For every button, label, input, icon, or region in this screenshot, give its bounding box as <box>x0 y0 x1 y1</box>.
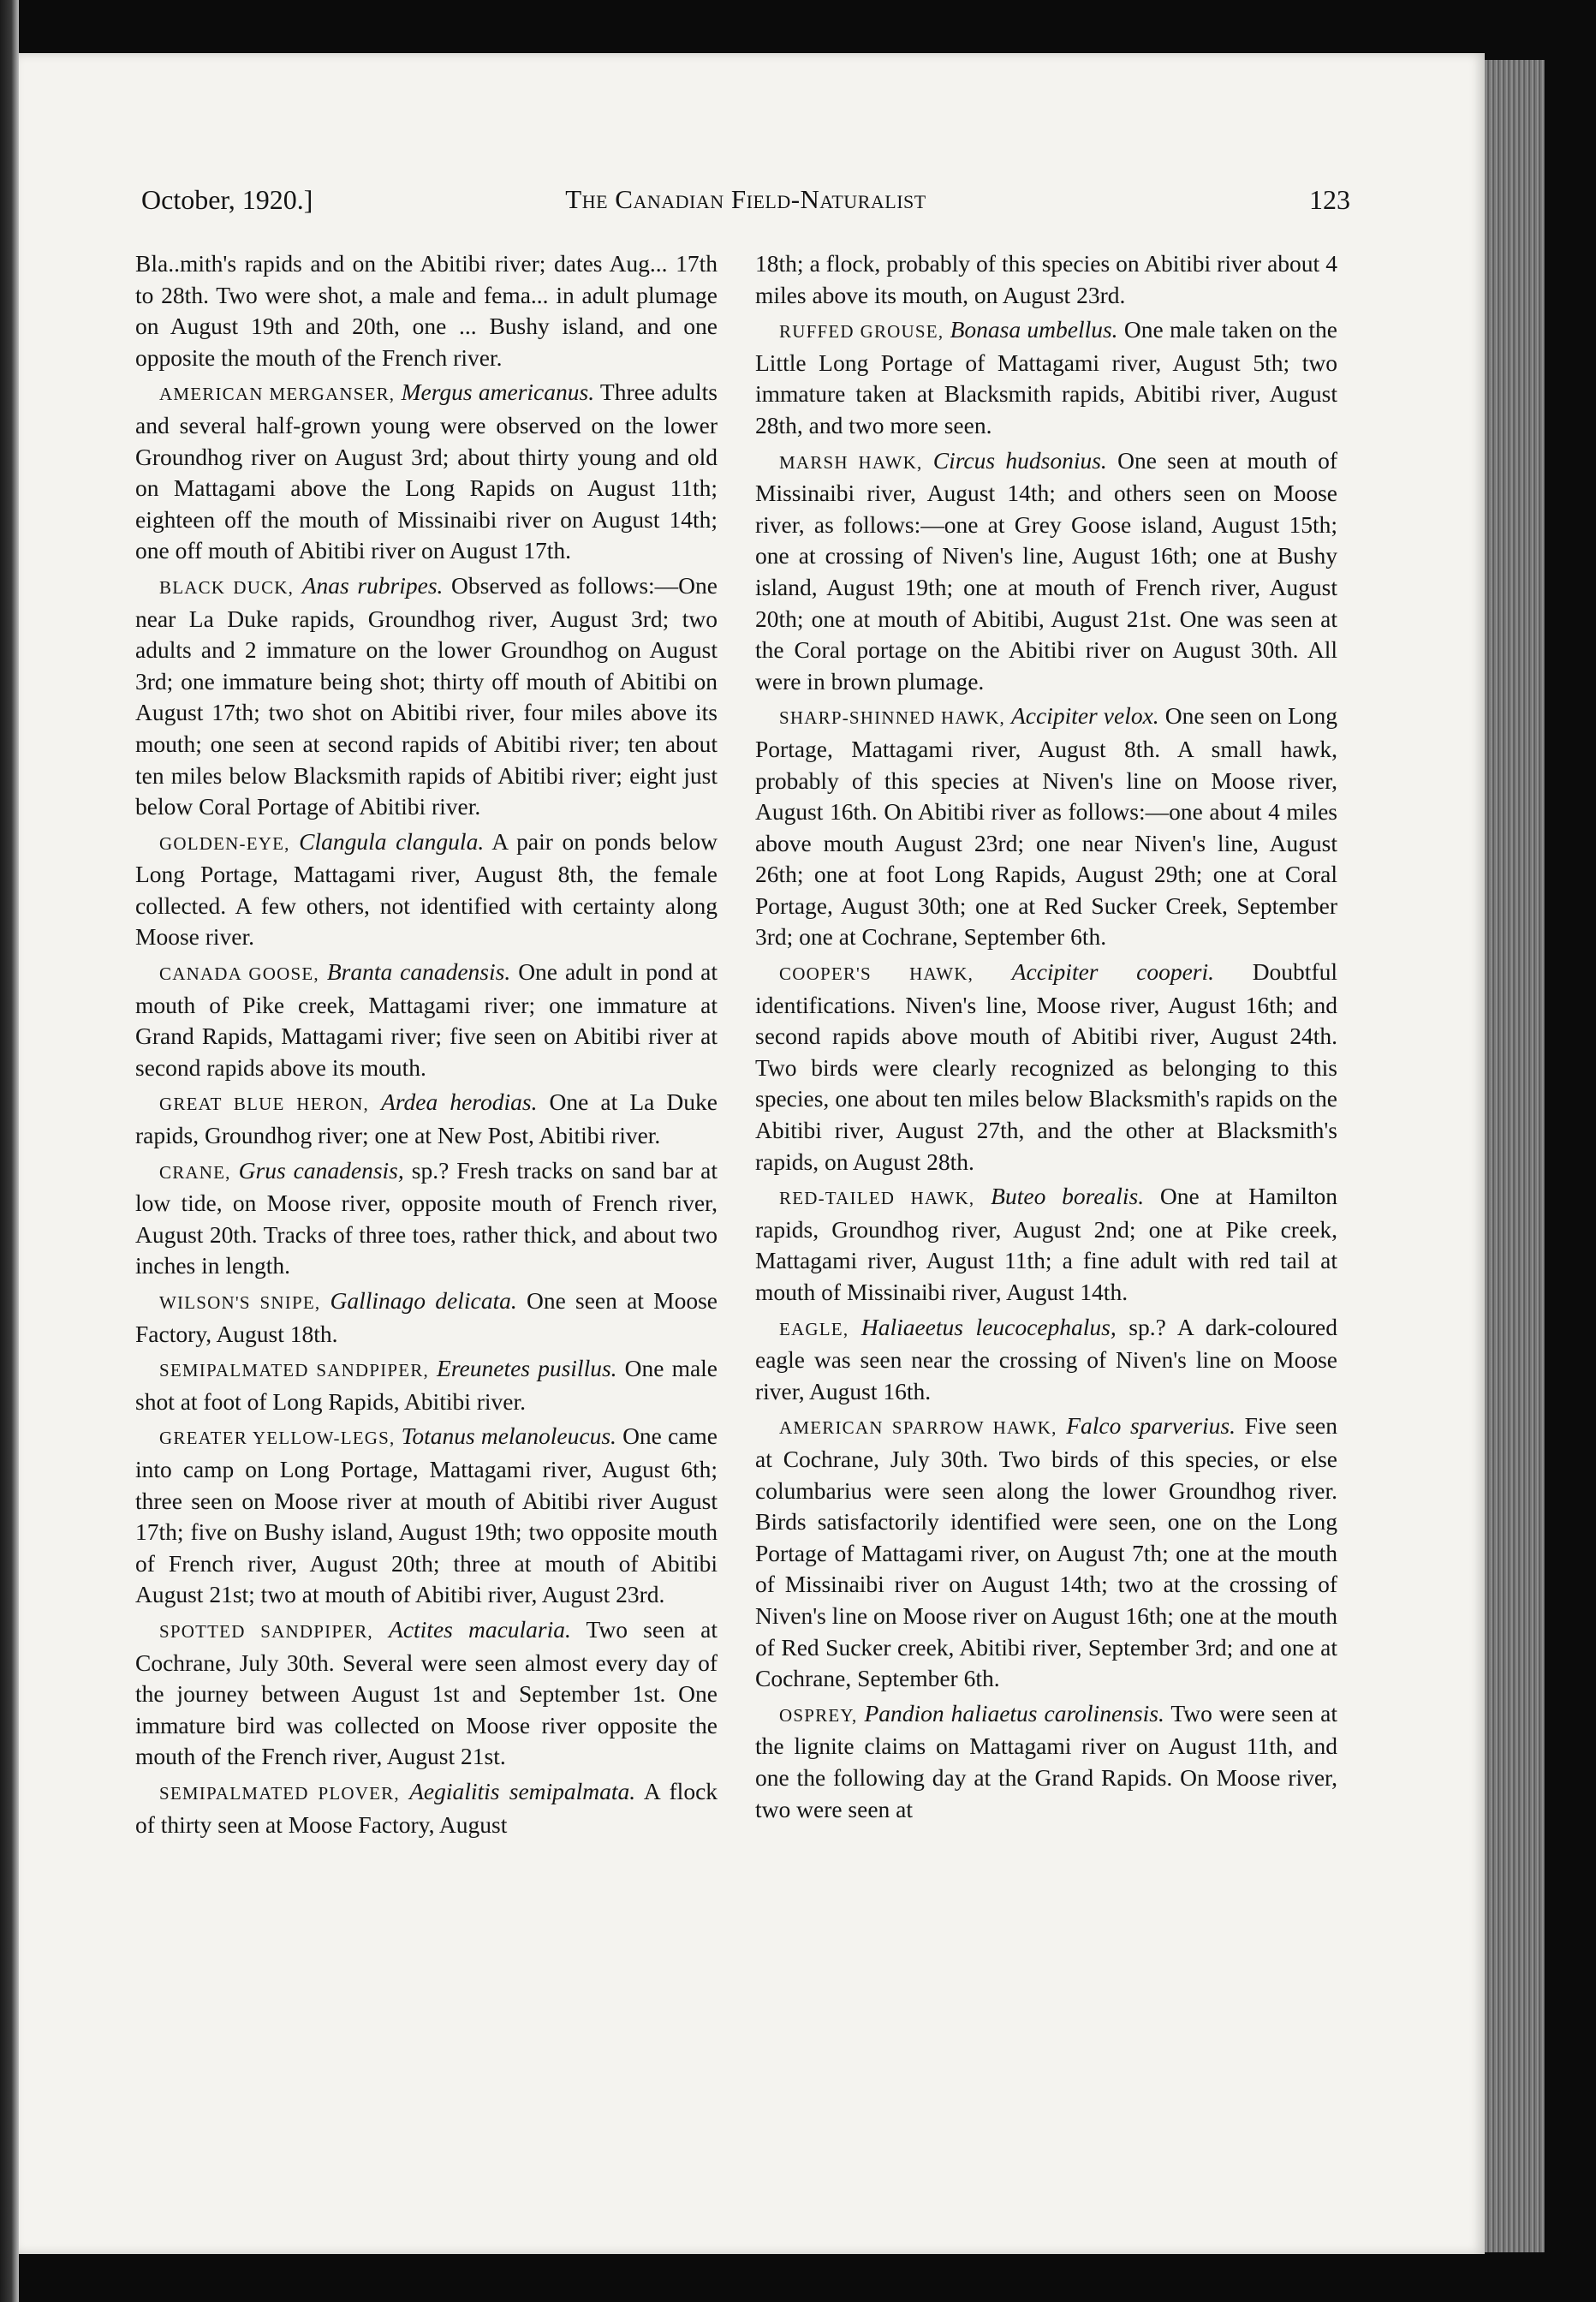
scientific-name: Pandion haliaetus carolinensis. <box>864 1699 1164 1726</box>
species-entry <box>135 957 718 1083</box>
species-name: COOPER'S HAWK, <box>779 963 974 985</box>
species-entry <box>755 1410 1337 1694</box>
scientific-name: Buteo borealis. <box>991 1183 1145 1210</box>
species-entry <box>135 1614 718 1773</box>
scientific-name: Falco sparverius. <box>1066 1412 1236 1440</box>
scientific-name: Actites macularia. <box>389 1615 571 1643</box>
species-name: MARSH HAWK, <box>779 451 923 473</box>
species-name: WILSON'S SNIPE, <box>159 1292 321 1313</box>
species-name: SEMIPALMATED PLOVER, <box>159 1782 400 1804</box>
entry-text: One seen on Long Portage, Mattagami river, August 8th. A small hawk, probably of this species at Niven's line on Moose river, August 16th. On Abitibi river as follows:—one about 4 miles above mouth August 23rd; one near Niven's line, August 26th; one at foot Long Rapids, August 29th; one at Coral Portage, August 30th; one at Red Sucker Creek, September 3rd; one at Cochrane, September 6th. <box>755 702 1337 951</box>
scientific-name: Grus canadensis, <box>238 1156 404 1184</box>
scientific-name: Accipiter velox. <box>1010 702 1159 730</box>
entry-text: One seen at mouth of Missinaibi river, August 14th; and others seen on Moose river, as follows:—one at Grey Goose island, August 15th; one at crossing of Niven's line, August 16th; one at Bushy island, August 19th; one at mouth of French river, August 20th; one at mouth of Abitibi, August 21st. One was seen at the Coral portage on the Abitibi river on August 30th. All were in brown plumage. <box>755 446 1337 695</box>
scientific-name: Clangula clangula. <box>299 827 485 855</box>
species-name: OSPREY, <box>779 1704 858 1726</box>
species-name: SHARP-SHINNED HAWK, <box>779 707 1005 729</box>
scientific-name: Gallinago delicata. <box>330 1287 517 1314</box>
running-header <box>141 184 1350 227</box>
species-entry <box>135 1421 718 1611</box>
species-entry <box>135 1776 718 1840</box>
species-entry <box>135 1285 718 1350</box>
entry-text: Doubtful identifications. Niven's line, Moose river, August 16th; and second rapids above mouth of Abitibi river, August 24th. Two birds were clearly recognized as belonging to this species, one about ten miles below Blacksmith's rapids on the Abitibi river, August 27th, and the other at Blacksmith's rapids, on August 28th. <box>755 958 1337 1175</box>
species-name: AMERICAN SPARROW HAWK, <box>779 1417 1057 1439</box>
entry-text: Bla..mith's rapids and on the Abitibi river; dates Aug... 17th to 28th. Two were shot, a male and fema... in adult plumage on August 19th and 20th, one ... Bushy island, and one opposite the mouth of the French river. <box>135 250 718 371</box>
species-name: AMERICAN MERGANSER, <box>159 384 396 405</box>
species-entry <box>755 248 1337 311</box>
species-entry <box>755 1312 1337 1408</box>
species-name: RUFFED GROUSE, <box>779 321 944 343</box>
right-column <box>755 248 1337 2192</box>
scientific-name: Aegialitis semipalmata. <box>409 1777 636 1804</box>
header-page-number: 123 <box>1309 184 1350 215</box>
species-entry <box>755 314 1337 441</box>
species-entry <box>135 1155 718 1282</box>
entry-text: One male taken on the Little Long Portage of Mattagami river, August 5th; two immature taken at Blacksmith rapids, Abitibi river, August 28th, and two more seen. <box>755 316 1337 438</box>
entry-text: A pair on ponds below Long Portage, Mattagami river, August 8th, the female collected. A few others, not identified with certainty along Moose river. <box>135 827 718 951</box>
species-name: BLACK DUCK, <box>159 576 295 598</box>
species-entry <box>755 957 1337 1178</box>
entry-text: Three adults and several half-grown young were observed on the lower Groundhog river on August 3rd; about thirty young and old on Mattagami above the Long Rapids on August 11th; eighteen off the mouth of Missinaibi river on August 14th; one off mouth of Abitibi river on August 17th. <box>135 379 718 564</box>
entry-text: A flock of thirty seen at Moose Factory, August <box>135 1777 718 1838</box>
species-entry <box>755 445 1337 698</box>
species-entry <box>135 1353 718 1417</box>
entry-text: 18th; a flock, probably of this species on Abitibi river about 4 miles above its mouth, on August 23rd. <box>755 250 1337 308</box>
species-entry <box>755 1698 1337 1825</box>
species-entry <box>135 570 718 823</box>
header-journal-title: The Canadian Field-Naturalist <box>565 184 926 214</box>
species-entry <box>135 826 718 953</box>
species-name: CRANE, <box>159 1161 231 1183</box>
entry-text: Five seen at Cochrane, July 30th. Two birds of this species, or else columbarius were seen along the lower Groundhog river. Birds satisfactorily identified were seen, one on the Long Portage of Mattagami river, on August 7th; one at the mouth of Missinaibi river on August 14th; two at the crossing of Niven's line on Moose river on August 16th; one at the mouth of Red Sucker creek, Abitibi river, September 3rd; and one at Cochrane, September 6th. <box>755 1412 1337 1692</box>
species-name: GREATER YELLOW-LEGS, <box>159 1428 396 1449</box>
scientific-name: Bonasa umbellus. <box>950 316 1118 343</box>
species-entry <box>135 1087 718 1151</box>
species-name: GOLDEN-EYE, <box>159 832 290 854</box>
scientific-name: Branta canadensis. <box>326 958 511 986</box>
species-entry <box>755 1181 1337 1308</box>
entry-text: sp.? Fresh tracks on sand bar at low tide, on Moose river, opposite mouth of French river, August 20th. Tracks of three toes, rather thick, and about two inches in length. <box>135 1156 718 1279</box>
header-date: October, 1920.] <box>141 184 313 215</box>
species-entry <box>135 248 718 373</box>
entry-text: One at La Duke rapids, Groundhog river; one at New Post, Abitibi river. <box>135 1088 718 1149</box>
entry-text: Observed as follows:—One near La Duke rapids, Groundhog river, August 3rd; two adults and 2 immature on the lower Groundhog on August 3rd; one immature being shot; thirty off mouth of Abitibi on August 17th; two shot on Abitibi river, four miles above its mouth; one seen at second rapids of Abitibi river; ten about ten miles below Blacksmith rapids of Abitibi river; eight just below Coral Portage of Abitibi river. <box>135 571 718 820</box>
scientific-name: Ereunetes pusillus. <box>437 1355 617 1382</box>
entry-text: One came into camp on Long Portage, Mattagami river, August 6th; three seen on Moose river at mouth of Abitibi river August 17th; five on Bushy island, August 19th; two opposite mouth of French river, August 20th; three at mouth of Abitibi August 21st; two at mouth of Abitibi river, August 23rd. <box>135 1422 718 1608</box>
scientific-name: Haliaeetus leucocephalus, <box>861 1313 1117 1340</box>
entry-text: Two were seen at the lignite claims on Mattagami river on August 11th, and one the following day at the Grand Rapids. On Moose river, two were seen at <box>755 1699 1337 1822</box>
species-name: CANADA GOOSE, <box>159 963 319 985</box>
species-name: EAGLE, <box>779 1318 849 1339</box>
scientific-name: Accipiter cooperi. <box>1011 958 1215 986</box>
left-column <box>135 248 718 2192</box>
scientific-name: Mergus americanus. <box>401 379 595 406</box>
scientific-name: Circus hudsonius. <box>932 446 1107 474</box>
entry-text: One adult in pond at mouth of Pike creek, Mattagami river; one immature at Grand Rapids, Mattagami river; five seen on Abitibi river at second rapids above its mouth. <box>135 958 718 1081</box>
species-name: RED-TAILED HAWK, <box>779 1188 975 1209</box>
entry-text: One seen at Moose Factory, August 18th. <box>135 1287 718 1347</box>
entry-text: One at Hamilton rapids, Groundhog river, August 2nd; one at Pike creek, Mattagami river, August 11th; a fine adult with red tail at mouth of Missinaibi river, August 14th. <box>755 1183 1337 1305</box>
species-name: SEMIPALMATED SANDPIPER, <box>159 1360 429 1381</box>
species-name: GREAT BLUE HERON, <box>159 1094 369 1115</box>
species-entry <box>135 377 718 567</box>
entry-text: One male shot at foot of Long Rapids, Abitibi river. <box>135 1355 718 1415</box>
entry-text: sp.? A dark-coloured eagle was seen near the crossing of Niven's line on Moose river, August 16th. <box>755 1313 1337 1404</box>
entry-text: Two seen at Cochrane, July 30th. Several were seen almost every day of the journey between August 1st and September 1st. One immature bird was collected on Moose river opposite the mouth of the French river, August 21st. <box>135 1615 718 1770</box>
scientific-name: Anas rubripes. <box>301 571 444 599</box>
scientific-name: Ardea herodias. <box>381 1088 538 1116</box>
page-edges <box>1485 60 1545 2252</box>
book-spine-shadow <box>0 0 19 2302</box>
species-name: SPOTTED SANDPIPER, <box>159 1620 373 1642</box>
scientific-name: Totanus melanoleucus. <box>401 1422 616 1450</box>
species-entry <box>755 701 1337 953</box>
